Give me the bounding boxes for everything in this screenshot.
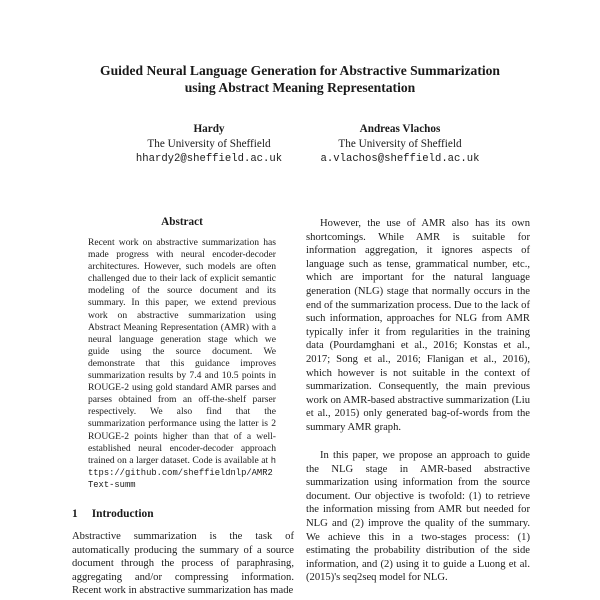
author-affiliation: The University of Sheffield xyxy=(147,138,271,150)
title-line-2: using Abstract Meaning Representation xyxy=(184,80,416,95)
author-affiliation: The University of Sheffield xyxy=(338,138,462,150)
title-line-1: Guided Neural Language Generation for Abstractive Summarization xyxy=(100,63,500,78)
section-heading-introduction xyxy=(72,508,302,520)
author-email: hhardy2@sheffield.ac.uk xyxy=(135,153,283,165)
author-name: Hardy xyxy=(193,123,225,135)
abstract-text: Recent work on abstractive summarization has made progress with neural encoder-decoder architectures. However, such models are often challenged due to their lack of explicit semantic modeling of the source document and its summary. In this paper, we extend previous work on abstractive summarization using Abstract Meaning Representation (AMR) with a neural language generation stage which we guide using the source document. We demonstrate that this guidance improves summarization results by 7.4 and 10.5 points in ROUGE-2 using gold standard AMR parses and parses obtained from an off-the-shelf parser respectively. We also find that the summarization performance using the latter is 2 ROUGE-2 points higher than that of a well-established neural encoder-decoder approach trained on a larger dataset. Code is available at xyxy=(88,237,276,466)
paper-title xyxy=(40,62,560,96)
author-email: a.vlachos@sheffield.ac.uk xyxy=(320,153,480,165)
abstract-body xyxy=(88,237,276,491)
abstract-heading: Abstract xyxy=(161,216,203,228)
author-name: Andreas Vlachos xyxy=(359,123,441,135)
section-title: Introduction xyxy=(91,508,154,520)
section-number: 1 xyxy=(72,508,78,520)
introduction-paragraph: Abstractive summarization is the task of automatically producing the summary of a source document through the process of paraphrasing, aggregating and/or compressing information. Recent work in abstractive summarization has made xyxy=(72,531,294,597)
code-url-link[interactable]: https://github.com/sheffieldnlp/AMR2Text-summ xyxy=(88,455,276,490)
right-column-paragraph-2: In this paper, we propose an approach to guide the NLG stage in AMR-based abstractive summarization using information from the source document. Our objective is twofold: (1) to retrieve the information missing from AMR but needed for NLG and (2) improve the quality of the summary. We achieve this in a two-stages process: (1) estimating the probability distribution of the side information, and (2) using it to guide a Luong et al. (2015)'s seq2seq model for NLG. xyxy=(306,450,530,584)
author-block-2 xyxy=(285,122,515,167)
right-column-paragraph-1: However, the use of AMR also has its own shortcomings. While AMR is suitable for information aggregation, it ignores aspects of language such as tense, grammatical number, etc., which are important for the natural language generation (NLG) stage that normally occurs in the end of the summarization process. Due to the lack of such information, approaches for NLG from AMR typically infer it from regularities in the training data (Pourdamghani et al., 2016; Konstas et al., 2017; Song et al., 2016; Flanigan et al., 2016), which however is not suitable in the context of summarization. Consequently, the main previous work on AMR-based abstractive summarization (Liu et al., 2015) only generated bag-of-words from the summary AMR graph. xyxy=(306,218,530,433)
